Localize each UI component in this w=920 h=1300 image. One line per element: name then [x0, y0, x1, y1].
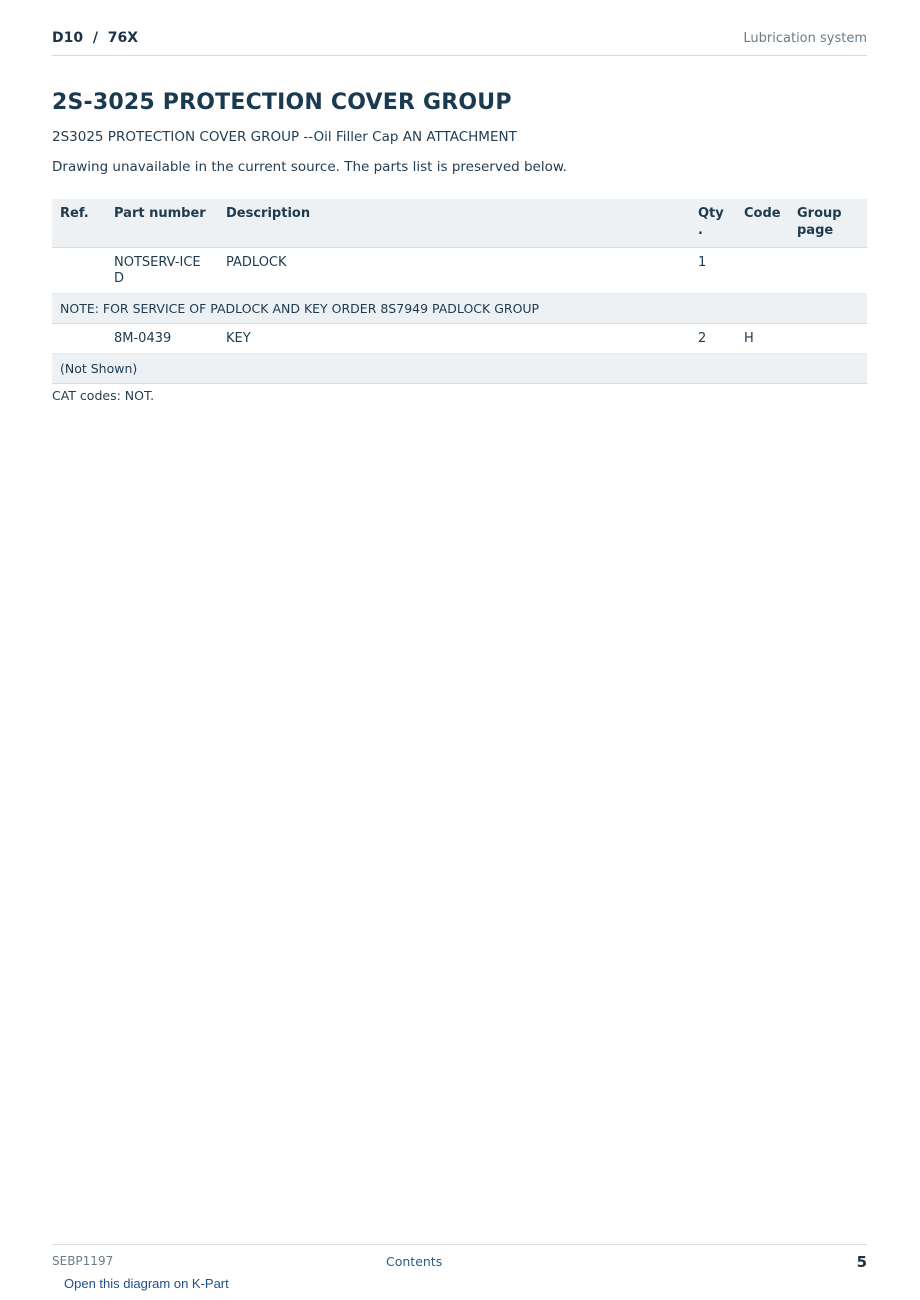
col-header-qty: Qty . [690, 199, 736, 248]
page-title: 2S-3025 PROTECTION COVER GROUP [52, 90, 512, 115]
document-id: SEBP1197 [52, 1254, 114, 1268]
note-text: (Not Shown) [52, 354, 867, 384]
table-header-row [52, 199, 867, 248]
cell-group-page [789, 248, 867, 294]
cell-ref [52, 324, 106, 354]
cat-codes: CAT codes: NOT. [52, 388, 155, 403]
breadcrumb: D10 / 76X [52, 30, 138, 46]
page-header [52, 28, 867, 56]
cell-qty: 2 [690, 324, 736, 354]
cell-part-number: 8M-0439 [106, 324, 218, 354]
page-footer [52, 1244, 867, 1275]
section-label: Lubrication system [743, 31, 867, 46]
note-text: NOTE: FOR SERVICE OF PADLOCK AND KEY ORDER 8S7949 PADLOCK GROUP [52, 294, 867, 324]
contents-link[interactable]: Contents [386, 1254, 443, 1269]
col-header-code: Code [736, 199, 789, 248]
col-header-ref: Ref. [52, 199, 106, 248]
page-number: 5 [856, 1253, 867, 1271]
cell-ref [52, 248, 106, 294]
col-header-description: Description [218, 199, 690, 248]
cell-group-page [789, 324, 867, 354]
kpart-link[interactable]: Open this diagram on K-Part [64, 1276, 229, 1291]
col-header-group-page: Group page [789, 199, 867, 248]
table-row [52, 248, 867, 294]
table-row [52, 324, 867, 354]
col-header-part-number: Part number [106, 199, 218, 248]
cell-description: PADLOCK [218, 248, 690, 294]
cell-qty: 1 [690, 248, 736, 294]
cell-code [736, 248, 789, 294]
parts-table [52, 199, 867, 384]
table-note-row [52, 354, 867, 384]
table-note-row [52, 294, 867, 324]
cell-description: KEY [218, 324, 690, 354]
cell-code: H [736, 324, 789, 354]
drawing-unavailable-note: Drawing unavailable in the current source. The parts list is preserved below. [52, 159, 567, 175]
cell-part-number: NOTSERV-ICED [106, 248, 218, 294]
group-subtitle: 2S3025 PROTECTION COVER GROUP --Oil Filler Cap AN ATTACHMENT [52, 129, 517, 145]
